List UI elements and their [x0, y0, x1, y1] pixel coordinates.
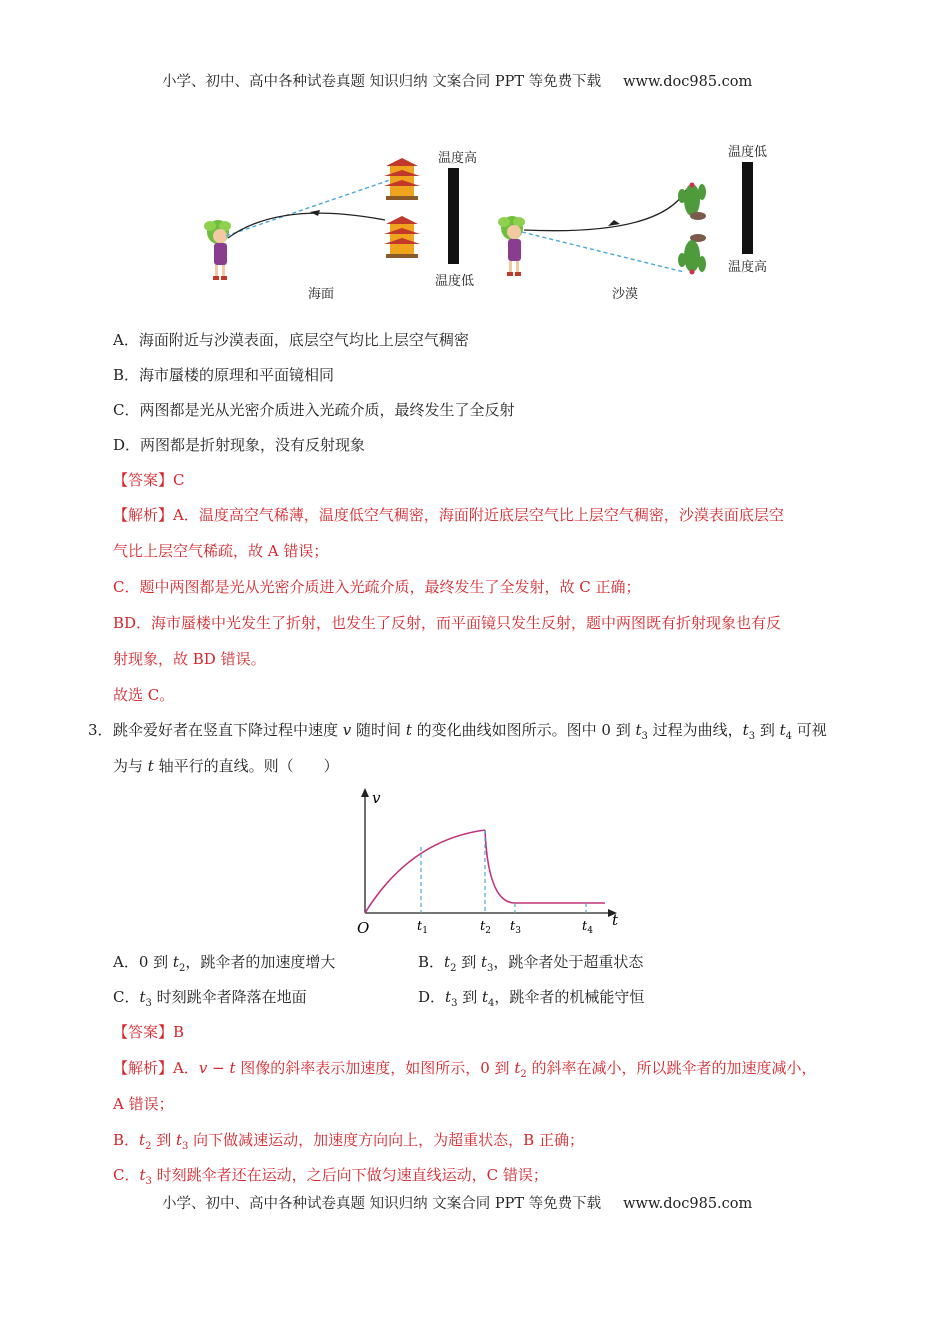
girl-observer-right	[498, 216, 525, 276]
q2-option-d: D．两图都是折射现象，没有反射现象	[113, 436, 366, 454]
footer-text: 小学、初中、高中各种试卷真题 知识归纳 文案合同 PPT 等免费下载	[162, 1196, 602, 1212]
q3-stem-line2: 为与 t 轴平行的直线。则（ ）	[113, 757, 339, 775]
header-url[interactable]: www.doc985.com	[623, 74, 753, 90]
q3-analysis-line3: B．$t_2$ 到 $t_3$ 向下做减速运动，加速度方向向上，为超重状态，B 正确；	[113, 1131, 584, 1152]
q2-option-a: A．海面附近与沙漠表面，底层空气均比上层空气稠密	[113, 331, 469, 349]
desert-mirage-diagram	[498, 162, 753, 276]
mirage-figure	[190, 138, 790, 304]
pagoda-object-bottom	[384, 216, 420, 258]
q3-option-d: D．$t_3$ 到 $t_4$，跳伞者的机械能守恒	[418, 988, 645, 1009]
desert-top-temp-label: 温度低	[728, 145, 768, 160]
cactus-image-top	[678, 183, 706, 221]
temperature-bar-left	[448, 168, 459, 264]
page-footer	[162, 1192, 752, 1213]
cactus-object-bottom	[678, 234, 706, 275]
header-text: 小学、初中、高中各种试卷真题 知识归纳 文案合同 PPT 等免费下载	[162, 74, 602, 90]
sea-bottom-temp-label: 温度低	[435, 274, 475, 289]
tick-t3: $t_3$	[510, 919, 521, 936]
q2-analysis-line: BD．海市蜃楼中光发生了折射，也发生了反射，而平面镜只发生反射，题中两图既有折射现象也有反	[113, 614, 782, 632]
page-header	[162, 70, 752, 91]
q2-answer: 【答案】C	[113, 471, 185, 489]
x-axis-label: t	[612, 911, 619, 929]
q2-analysis-line: C．题中两图都是光从光密介质进入光疏介质，最终发生了全发射，故 C 正确；	[113, 578, 641, 596]
temperature-bar-right	[742, 162, 753, 254]
desert-bottom-temp-label: 温度高	[728, 260, 768, 275]
curve-decelerating-then-constant	[485, 830, 605, 903]
q3-number: 3．	[88, 721, 113, 739]
q2-analysis-line: 故选 C。	[113, 686, 175, 704]
tick-t1: $t_1$	[417, 919, 428, 936]
pagoda-image-top	[384, 158, 420, 200]
tick-t4: $t_4$	[582, 919, 593, 936]
sea-caption: 海面	[308, 287, 335, 302]
q2-analysis-line: 射现象，故 BD 错误。	[113, 650, 266, 668]
q2-analysis-line: 气比上层空气稀疏，故 A 错误；	[113, 542, 329, 560]
tick-t2: $t_2$	[480, 919, 491, 936]
q3-analysis-line1: 【解析】A．v − t 图像的斜率表示加速度，如图所示，0 到 $t_2$ 的斜率在减小，所以跳伞者的加速度减小，	[113, 1059, 817, 1080]
footer-url[interactable]: www.doc985.com	[623, 1196, 753, 1212]
sea-top-temp-label: 温度高	[438, 151, 478, 166]
vt-graph	[350, 785, 630, 940]
q3-option-a: A．0 到 $t_2$，跳伞者的加速度增大	[113, 953, 336, 974]
q2-analysis-line: 【解析】A．温度高空气稀薄，温度低空气稠密，海面附近底层空气比上层空气稠密，沙漠表面底层空	[113, 506, 784, 524]
q3-stem-line1: 跳伞爱好者在竖直下降过程中速度 v 随时间 t 的变化曲线如图所示。图中 0 到 $t_3$ 过程为曲线，$t_3$ 到 $t_4$ 可视	[113, 721, 827, 742]
q3-option-c: C．$t_3$ 时刻跳伞者降落在地面	[113, 988, 307, 1009]
q2-option-c: C．两图都是光从光密介质进入光疏介质，最终发生了全反射	[113, 401, 515, 419]
y-axis-label: v	[372, 789, 381, 807]
origin-label: O	[357, 919, 370, 937]
q3-analysis-line2: A 错误；	[113, 1095, 174, 1113]
q2-option-b: B．海市蜃楼的原理和平面镜相同	[113, 366, 335, 384]
curve-accelerating	[365, 830, 485, 913]
q3-answer: 【答案】B	[113, 1023, 185, 1041]
desert-caption: 沙漠	[612, 287, 639, 302]
q3-option-b: B．$t_2$ 到 $t_3$，跳伞者处于超重状态	[418, 953, 644, 974]
sea-mirage-diagram	[204, 158, 459, 280]
girl-observer-left	[204, 220, 231, 280]
q3-analysis-line4: C．$t_3$ 时刻跳伞者还在运动，之后向下做匀速直线运动，C 错误；	[113, 1166, 548, 1187]
